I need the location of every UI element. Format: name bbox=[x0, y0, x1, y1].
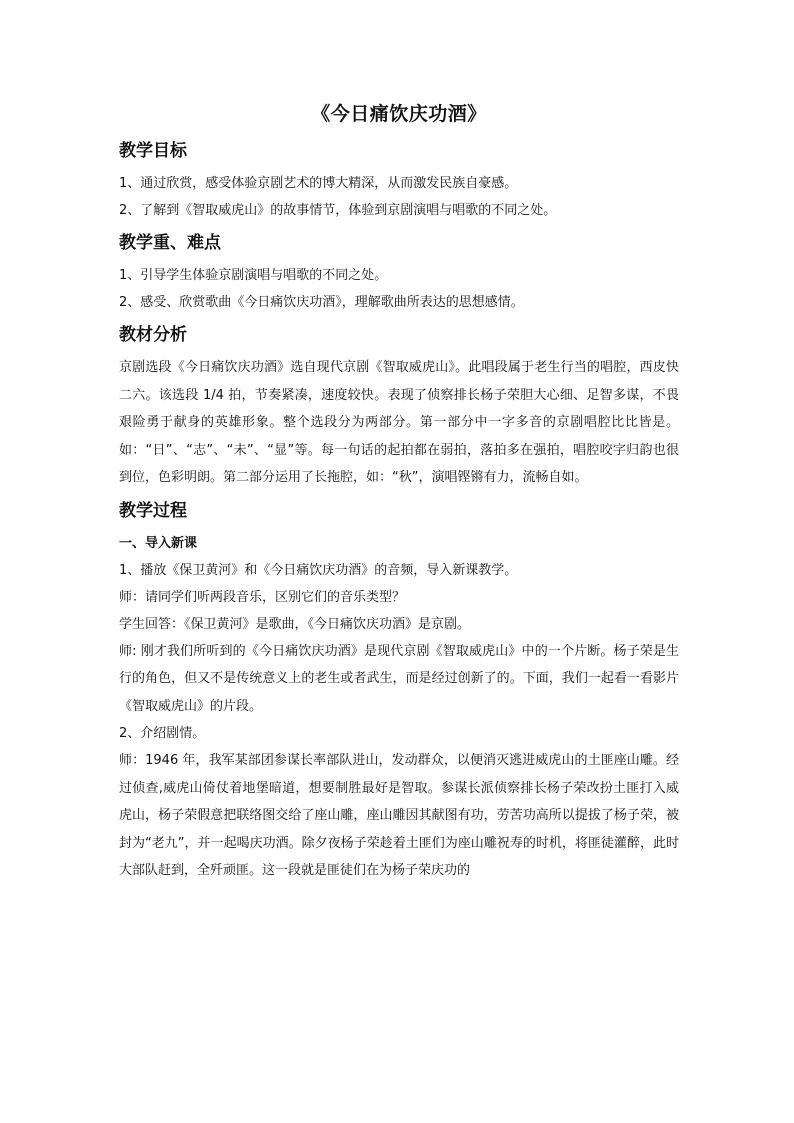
process-item-2: 2、介绍剧情。 bbox=[119, 726, 206, 741]
key-point-item-2: 2、感受、欣赏歌曲《今日痛饮庆功酒》，理解歌曲所表达的思想感情。 bbox=[119, 295, 524, 310]
teacher-paragraph: 师: 刚才我们所听到的《今日痛饮庆功酒》是现代京剧《智取威虎山》中的一个片断。杨子荣是生行的角色，但又不是传统意义上的老生或者武生，而是经过创新了的。下面，我们一起看一看影片《智取威虎山》的片段。 bbox=[119, 643, 679, 714]
section-heading-analysis: 教材分析 bbox=[119, 325, 187, 345]
process-subheading-intro: 一、导入新课 bbox=[119, 535, 198, 551]
key-point-item-1: 1、引导学生体验京剧演唱与唱歌的不同之处。 bbox=[119, 268, 388, 283]
goal-item-2: 2、了解到《智取威虎山》的故事情节，体验到京剧演唱与唱歌的不同之处。 bbox=[119, 203, 557, 218]
goal-item-1: 1、通过欣赏，感受体验京剧艺术的博大精深，从而激发民族自豪感。 bbox=[119, 176, 518, 191]
section-heading-key-points: 教学重、难点 bbox=[119, 233, 221, 253]
section-heading-goals: 教学目标 bbox=[119, 141, 187, 161]
document-title: 《今日痛饮庆功酒》 bbox=[311, 103, 487, 125]
analysis-paragraph: 京剧选段《今日痛饮庆功酒》选自现代京剧《智取威虎山》。此唱段属于老生行当的唱腔，西皮快二六。该选段 1/4 拍，节奏紧凑，速度较快。表现了侦察排长杨子荣胆大心细、足智多谋，不畏艰险勇于献身的英雄形象。整个选段分为两部分。第一部分中一字多音的京剧唱腔比比皆是。如：“日”、“志”、“未”、“显”等。每一句话的起拍都在弱拍，落拍多在强拍，唱腔咬字归韵也很到位，色彩明朗。第二部分运用了长拖腔，如：“秋”，演唱铿锵有力，流畅自如。 bbox=[119, 360, 679, 485]
document-content bbox=[119, 100, 679, 885]
process-line-1: 1、播放《保卫黄河》和《今日痛饮庆功酒》的音频，导入新课教学。 bbox=[119, 562, 518, 578]
story-paragraph: 师：1946 年，我军某部团参谋长率部队进山，发动群众，以便消灭逃进威虎山的土匪座山雕。经过侦查,威虎山倚仗着地堡暗道，想要制胜最好是智取。参谋长派侦察排长杨子荣改扮土匪打入威虎山，杨子荣假意把联络图交给了座山雕，座山雕因其献图有功，劳苦功高所以提拔了杨子荣，被封为“老九”，并一起喝庆功酒。除夕夜杨子荣趁着土匪们为座山雕祝寿的时机，将匪徒灌醉，此时大部队赶到，全歼顽匪。这一段就是匪徒们在为杨子荣庆功的 bbox=[119, 753, 679, 878]
section-heading-process: 教学过程 bbox=[119, 500, 187, 521]
process-line-2: 师：请同学们听两段音乐，区别它们的音乐类型？ bbox=[119, 589, 406, 605]
process-line-3: 学生回答：《保卫黄河》是歌曲，《今日痛饮庆功酒》是京剧。 bbox=[119, 616, 471, 632]
